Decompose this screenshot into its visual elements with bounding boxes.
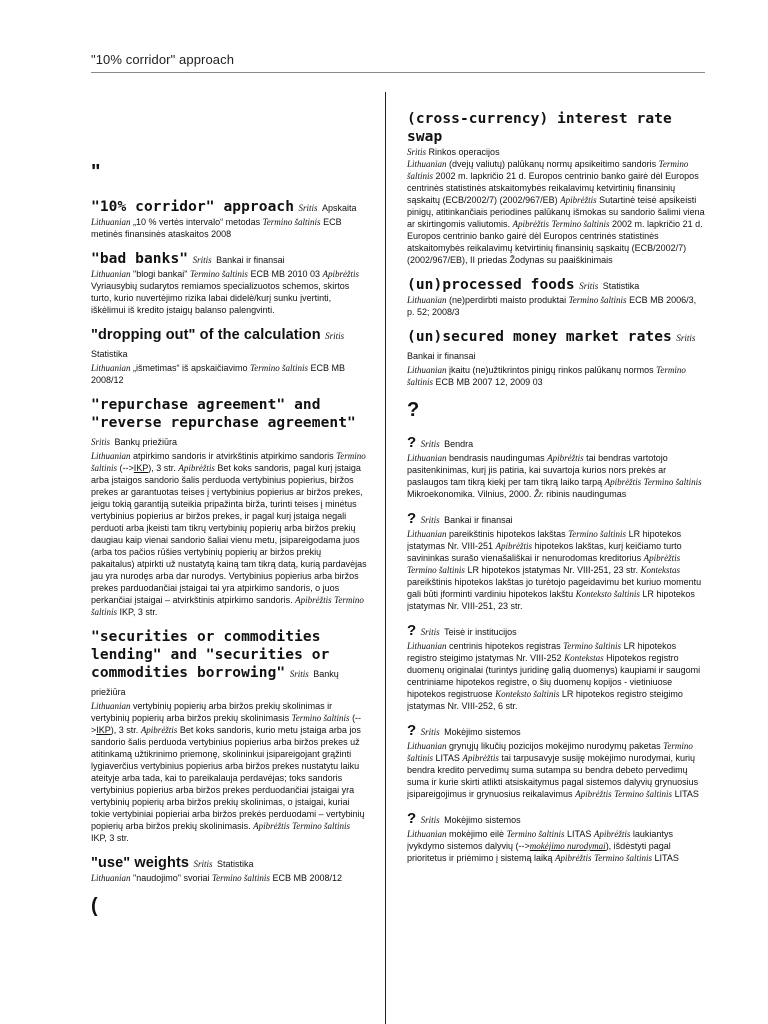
source-value: LR hipotekos įstatymas Nr. VIII-251 <box>407 529 682 551</box>
domain-label: Sritis <box>420 815 440 825</box>
definition-label: Apibrėžtis <box>560 195 597 205</box>
definition-text: Sutartinė teisė apsikeisti pinigų, atitinkančiais periodines palūkanų išmokas su sandorio šalimi viena ar skirtingomis valiutomis. <box>407 195 705 229</box>
source-value: ECB MB 2008/12 <box>272 873 342 883</box>
definition-label: Apibrėžtis <box>593 829 631 839</box>
lithuanian-term: grynųjų likučių pozicijos mokėjimo nurodymų paketas <box>449 741 661 751</box>
lithuanian-label: Lithuanian <box>91 701 131 711</box>
source-label: Termino šaltinis <box>614 789 673 799</box>
lithuanian-label: Lithuanian <box>407 829 447 839</box>
column-divider <box>385 92 386 1024</box>
definition-label: Apibrėžtis <box>140 725 178 735</box>
context-label: Kontekstas <box>640 565 681 575</box>
definition-label: Apibrėžtis <box>178 463 215 473</box>
source-link[interactable]: IKP <box>133 463 149 473</box>
definition-source: LR hipotekos įstatymas Nr. VIII-251, 23 str. <box>467 565 639 575</box>
domain-label: Sritis <box>192 255 212 265</box>
source-label: Termino šaltinis <box>551 219 610 229</box>
glossary-entry <box>407 510 705 612</box>
domain-label: Sritis <box>420 439 440 449</box>
domain-value: Statistika <box>216 859 254 869</box>
lithuanian-label: Lithuanian <box>407 453 447 463</box>
lithuanian-label: Lithuanian <box>407 365 447 375</box>
domain-label: Sritis <box>91 437 111 447</box>
definition-source: IKP, 3 str. <box>91 833 129 843</box>
glossary-entry <box>407 434 705 500</box>
see-also-value[interactable]: ribinis naudingumas <box>546 489 627 499</box>
glossary-entry <box>91 198 367 240</box>
context-text: pareikštinis hipotekos lakštas jo turėtojo pageidavimu bet kuriuo momentu gali būti įforminti vardiniu hipotekos lakštu <box>407 577 702 599</box>
definition-source-label: Apibrėžtis <box>295 595 332 605</box>
lithuanian-term: „10 % vertės intervalo“ metodas <box>133 217 261 227</box>
context-label: Kontekstas <box>564 653 604 663</box>
domain-label: Sritis <box>579 281 599 291</box>
glossary-entry <box>91 628 367 844</box>
lithuanian-label: Lithuanian <box>407 295 447 305</box>
entry-term: (un)secured money market rates <box>407 329 672 345</box>
definition-source: IKP, 3 str. <box>119 607 158 617</box>
definition-source: LITAS <box>654 853 679 863</box>
lithuanian-term: mokėjimo eilė <box>449 829 505 839</box>
entry-term: "use" <box>91 855 131 871</box>
entry-term-suffix: weights <box>130 855 190 871</box>
lithuanian-term: bendrasis naudingumas <box>449 453 545 463</box>
lithuanian-term: (dvejų valiutų) palūkanų normų apsikeitimo sandoris <box>449 159 657 169</box>
lithuanian-label: Lithuanian <box>407 159 447 169</box>
entry-term: "repurchase agreement" and "reverse repurchase agreement" <box>91 397 356 431</box>
definition-label: Apibrėžtis <box>322 269 360 279</box>
source-value: LITAS <box>567 829 592 839</box>
source-link[interactable]: IKP <box>96 725 111 735</box>
section-marker: ? <box>407 399 420 421</box>
entry-term: ? <box>407 622 417 639</box>
lithuanian-term: pareikštinis hipotekos lakštas <box>449 529 566 539</box>
right-column <box>407 92 705 874</box>
definition-link[interactable]: mokėjimo nurodymai <box>529 841 606 851</box>
definition-text: tai bendras vartotojo pasitenkinimas, kurį jis patiria, kai suvartoja kurios nors prekės ar paslaugos tam tikrą kiekį per tam tikrą laiko tarpą <box>407 453 668 487</box>
lithuanian-label: Lithuanian <box>407 741 447 751</box>
source-value: ECB MB 2008/12 <box>91 363 346 385</box>
entry-term: "dropping out" <box>91 327 196 343</box>
entry-term-suffix: of the calculation <box>195 327 321 343</box>
domain-label: Sritis <box>676 333 696 343</box>
context-text: Hipotekos registro duomenų originalai (turintys juridinę galią duomenys) kaupiami ir saugomi centriniame hipotekos registre, o šių duomenų kopijos - vietiniuose hipotekos registruose <box>407 653 701 699</box>
source-label: Termino šaltinis <box>189 269 248 279</box>
definition-source-label: Apibrėžtis <box>575 789 612 799</box>
source-label: Termino šaltinis <box>211 873 270 883</box>
source-prefix: (--> <box>91 713 362 735</box>
entry-term: "securities or commodities lending" and "securities or commodities borrowing" <box>91 629 330 681</box>
lithuanian-label: Lithuanian <box>91 873 131 883</box>
glossary-entry <box>407 722 705 800</box>
source-label: Termino šaltinis <box>407 741 693 763</box>
source-label: Termino šaltinis <box>563 641 622 651</box>
source-label: Termino šaltinis <box>91 451 366 473</box>
context-source-label: Konteksto šaltinis <box>495 689 560 699</box>
lithuanian-label: Lithuanian <box>91 363 131 373</box>
entry-term: (cross-currency) interest rate swap <box>407 111 672 145</box>
glossary-entry <box>407 276 705 318</box>
see-also-label: Žr. <box>533 489 544 499</box>
domain-label: Sritis <box>325 331 345 341</box>
domain-value: Bendra <box>444 439 474 449</box>
definition-text: tai tarpusavyje susiję mokėjimo nurodymai, kurių bendra kredito pervedimų suma sutampa su bendra debeto pervedimų suma ir kurie skirti atlikti atsiskaitymus pagal sistemos dalyvių grynuosius įsipareigojimus ir grynuosius reikalavimus <box>407 753 699 799</box>
lithuanian-label: Lithuanian <box>407 529 447 539</box>
source-label: Termino šaltinis <box>643 477 702 487</box>
source-value: LITAS <box>435 753 460 763</box>
lithuanian-term: įkaitu (ne)užtikrintos pinigų rinkos palūkanų normos <box>449 365 654 375</box>
context-source-label: Konteksto šaltinis <box>575 589 640 599</box>
section-marker-end: ( <box>91 895 98 917</box>
source-prefix: (--> <box>119 463 134 473</box>
source-label: Termino šaltinis <box>407 159 689 181</box>
context-source: LR hipotekos registro steigimo įstatymas Nr. VIII-252, 6 str. <box>407 689 683 711</box>
definition-text: Vyriausybių sudarytos remiamos specializuotos schemos, skirtos turto, kurio nuvertėjimo rizika labai didelė/kurį sunku įvertinti, iškėlimui iš kredito įstaigų balanso palengvinti. <box>91 281 350 315</box>
definition-label: Apibrėžtis <box>547 453 584 463</box>
entry-term: ? <box>407 510 417 527</box>
definition-source-label: Apibrėžtis <box>643 553 681 563</box>
glossary-entry <box>407 622 705 712</box>
header-rule <box>91 72 705 73</box>
domain-value: Bankai ir finansai <box>407 351 476 361</box>
domain-label: Sritis <box>193 859 213 869</box>
glossary-entry <box>91 326 367 386</box>
definition-text: Bet koks sandoris, pagal kurį įstaiga arba įstaigos sandorio šalis perduoda vertybinius popierius, biržos prekes ar garantuotas teises į vertybinius popierius ar biržos prekes, jeigu tokią garantiją suteikia pripažinta birža, turinti teises į minėtus vertybinius popierius ar biržos prekes, ir pagal kurį įstaiga negali perduoti arba įkeisti tam tikrų vertybinių popierių arba biržos prekių daugiau kaip vienai sandorio šaliai vienu metu, įsipareigodama juos (arba tos pačios rūšies vertybinių popierių ar biržos prekių pakaitalus) atpirkti už nustatytą kainą tam tikrą datą, kurią pardavėjas jau yra nurodęs arba dar nurodys. Vertybinius popierius arba biržos prekes parduodančiai įstaigai tai yra atpirkimo sandoris, o juos perkančiai įstaigai – atvirkštinis atpirkimo sandoris. <box>91 463 367 605</box>
definition-label: Apibrėžtis <box>495 541 533 551</box>
entry-term: ? <box>407 722 417 739</box>
entry-term: (un)processed foods <box>407 277 575 293</box>
domain-label: Sritis <box>407 147 427 157</box>
domain-label: Sritis <box>298 203 318 213</box>
entry-term: ? <box>407 434 417 451</box>
source-value: ECB MB 2006/3, p. 52; 2008/3 <box>407 295 697 317</box>
domain-label: Sritis <box>420 727 440 737</box>
definition-source: 2002 m. lapkričio 21 d. Europos centrinio banko gairė dėl Europos centrinės statistinės atskaitomybės reikalavimų ketvirtinių finansinių sąskaitų (ECB/2002/7) (2002/967/EB), II priedas Žodynas su paaiškinimais <box>407 219 703 265</box>
source-suffix: ), 3 str. <box>148 463 176 473</box>
domain-value: Mokėjimo sistemos <box>444 815 521 825</box>
source-suffix: ), 3 str. <box>110 725 139 735</box>
lithuanian-term: centrinis hipotekos registras <box>449 641 561 651</box>
lithuanian-label: Lithuanian <box>91 269 131 279</box>
glossary-entry <box>407 810 705 864</box>
lithuanian-term: "naudojimo" svoriai <box>133 873 210 883</box>
definition-source-label: Apibrėžtis <box>604 477 642 487</box>
glossary-entry <box>91 854 367 884</box>
definition-source: LITAS <box>674 789 699 799</box>
source-value: ECB MB 2010 03 <box>250 269 320 279</box>
definition-text: hipotekos lakštas, kurį keičiamo turto savininkas surašo vienašališkai ir nenurodomas kreditorius <box>407 541 682 563</box>
source-label: Termino šaltinis <box>506 829 565 839</box>
source-label: Termino šaltinis <box>262 217 321 227</box>
lithuanian-label: Lithuanian <box>407 641 447 651</box>
glossary-entry <box>407 328 705 388</box>
definition-source: Mikroekonomika. Vilnius, 2000. <box>407 489 532 499</box>
definition-source-label: Apibrėžtis <box>555 853 592 863</box>
left-column <box>91 92 367 918</box>
lithuanian-term: (ne)perdirbti maisto produktai <box>449 295 567 305</box>
lithuanian-term: vertybinių popierių arba biržos prekių skolinimas ir vertybinių popierių arba biržos prekių skolinimasis <box>91 701 333 723</box>
domain-value: Statistika <box>602 281 640 291</box>
definition-suffix: ), išdėstyti pagal prioritetus ir priėmimo į sistemą laiką <box>407 841 671 863</box>
source-label: Termino šaltinis <box>292 821 351 831</box>
domain-value: Teisė ir institucijos <box>444 627 517 637</box>
definition-text: Bet koks sandoris, kurio metu įstaiga arba jos sandorio šalis perduoda vertybinius popierius arba biržos prekes už atitinkamą užtikrinimo priemonę, skolininkui įsipareigojant grąžinti lygiaverčius vertybinius popierius arba biržos prekes nustatytu laiku ateityje arba tada, kai to pareikalauja perdavėjas; toks sandoris vertybinius popierius arba biržos prekes perduodančiai įstaigai yra vertybinių popierių arba biržos prekių skolinimas, o įstaigai, kuriai tokie vertybiniai popieriai arba biržos prekės perduodami – vertybinių popierių arba biržos prekių skolinimasis. <box>91 725 365 831</box>
domain-value: Bankų priežiūra <box>114 437 178 447</box>
domain-value: Mokėjimo sistemos <box>444 727 521 737</box>
definition-source-label: Apibrėžtis <box>512 219 550 229</box>
domain-value: Statistika <box>91 349 128 359</box>
domain-value: Bankų priežiūra <box>91 669 339 697</box>
lithuanian-term: atpirkimo sandoris ir atvirkštinis atpirkimo sandoris <box>133 451 334 461</box>
section-marker: " <box>91 161 101 183</box>
source-label: Termino šaltinis <box>291 713 350 723</box>
source-label: Termino šaltinis <box>407 565 465 575</box>
source-label: Termino šaltinis <box>568 295 627 305</box>
definition-prefix: laukiantys įvykdymo sistemos dalyvių (--> <box>407 829 673 851</box>
page-header-title: "10% corridor" approach <box>91 52 235 67</box>
source-value: ECB metinės finansinės ataskaitos 2008 <box>91 217 342 239</box>
domain-label: Sritis <box>289 669 309 679</box>
source-label: Termino šaltinis <box>407 365 686 387</box>
entry-term: "10% corridor" approach <box>91 199 295 215</box>
definition-label: Apibrėžtis <box>462 753 499 763</box>
lithuanian-term: „išmetimas“ iš apskaičiavimo <box>133 363 248 373</box>
domain-label: Sritis <box>420 515 440 525</box>
glossary-entry <box>407 110 705 266</box>
glossary-entry <box>91 250 367 316</box>
source-value: 2002 m. lapkričio 21 d. Europos centrinio banko gairė dėl Europos centrinės statistinės atskaitomybės reikalavimų ketvirtinių finansinių sąskaitų (ECB/2002/7) (2002/967/EB) <box>407 171 699 205</box>
source-label: Termino šaltinis <box>594 853 653 863</box>
lithuanian-label: Lithuanian <box>91 217 131 227</box>
source-label: Termino šaltinis <box>91 595 364 617</box>
entry-term: "bad banks" <box>91 251 189 267</box>
lithuanian-term: "blogi bankai" <box>133 269 188 279</box>
source-value: ECB MB 2007 12, 2009 03 <box>435 377 543 387</box>
domain-value: Apskaita <box>322 203 357 213</box>
domain-label: Sritis <box>420 627 440 637</box>
glossary-entry <box>91 396 367 618</box>
lithuanian-label: Lithuanian <box>91 451 131 461</box>
domain-value: Rinkos operacijos <box>428 147 500 157</box>
domain-value: Bankai ir finansai <box>216 255 285 265</box>
source-label: Termino šaltinis <box>568 529 627 539</box>
definition-source-label: Apibrėžtis <box>253 821 290 831</box>
source-value: LR hipotekos registro steigimo įstatymas Nr. VIII-252 <box>407 641 677 663</box>
source-label: Termino šaltinis <box>250 363 309 373</box>
entry-term: ? <box>407 810 417 827</box>
domain-value: Bankai ir finansai <box>444 515 513 525</box>
context-source: LR hipotekos įstatymas Nr. VIII-251, 23 str. <box>407 589 695 611</box>
